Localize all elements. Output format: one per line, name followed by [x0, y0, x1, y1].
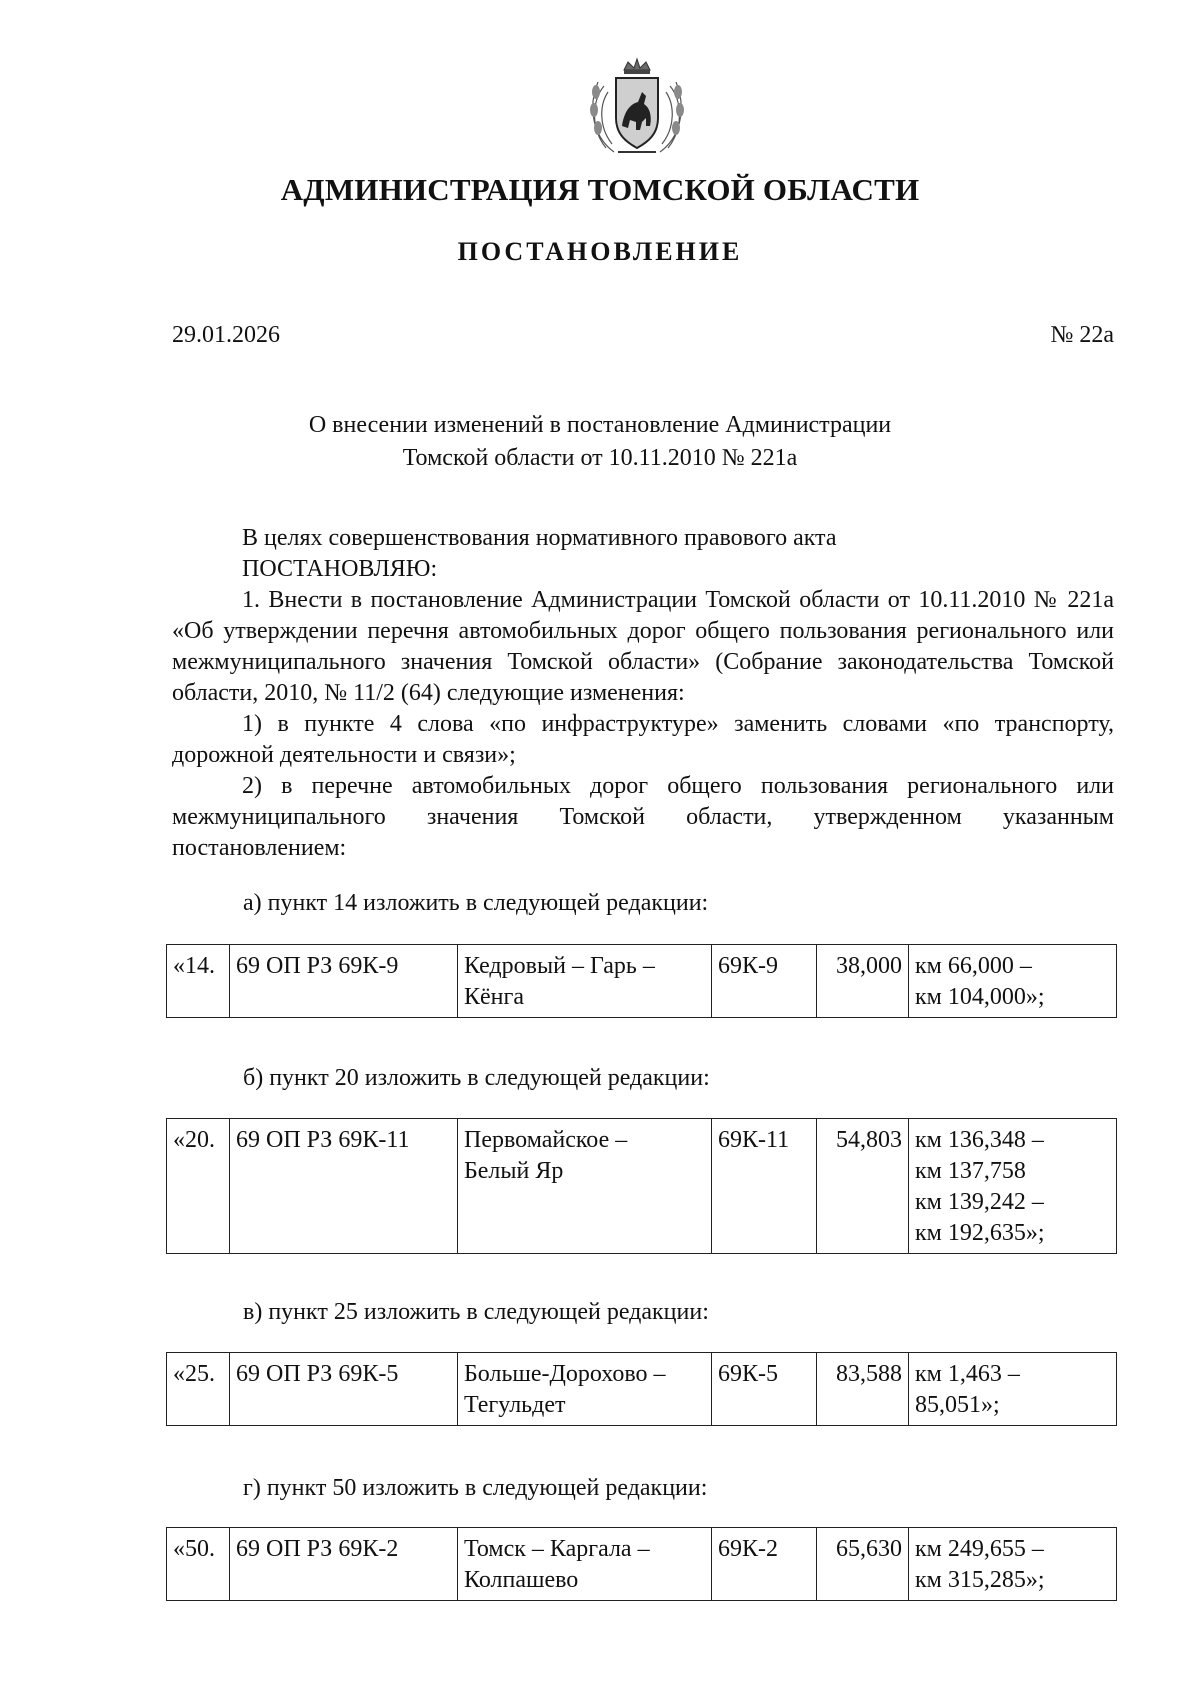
road-code: 69К-5: [712, 1353, 817, 1426]
road-table: [166, 1118, 1117, 1254]
road-length: 38,000: [817, 945, 909, 1018]
document-subject: [0, 409, 1200, 475]
road-name-line: Первомайское –: [464, 1127, 628, 1153]
subject-line: Томской области от 10.11.2010 № 221а: [402, 445, 798, 471]
road-name-line: Кёнга: [464, 984, 524, 1010]
section-line: км 139,242 –: [915, 1189, 1044, 1215]
road-code: 69К-9: [712, 945, 817, 1018]
road-name: [458, 1119, 712, 1254]
road-name-line: Больше-Дорохово –: [464, 1361, 666, 1387]
road-table: [166, 1527, 1117, 1601]
table-row: [167, 945, 1117, 1018]
road-length: 54,803: [817, 1119, 909, 1254]
road-section: [909, 945, 1117, 1018]
road-code: 69К-2: [712, 1528, 817, 1601]
road-section: [909, 1353, 1117, 1426]
road-length: 65,630: [817, 1528, 909, 1601]
section-line: км 1,463 –: [915, 1361, 1020, 1387]
section-line: км 249,655 –: [915, 1536, 1044, 1562]
road-table: [166, 944, 1117, 1018]
section-line: км 66,000 –: [915, 953, 1032, 979]
paragraph-3: 2) в перечне автомобильных дорог общего пользования регионального или межмуниципального значения Томской области, утвержденном указанным постановлением:: [172, 773, 1114, 861]
document-body: [172, 523, 1114, 864]
road-section: [909, 1528, 1117, 1601]
road-name: [458, 1528, 712, 1601]
section-line: км 136,348 –: [915, 1127, 1044, 1153]
paragraph-2: 1) в пункте 4 слова «по инфраструктуре» заменить словами «по транспорту, дорожной деятельности и связи»;: [172, 711, 1114, 768]
road-table: [166, 1352, 1117, 1426]
road-name: [458, 945, 712, 1018]
item-number: «20.: [167, 1119, 230, 1254]
decree-word: ПОСТАНОВЛЯЮ:: [242, 556, 438, 582]
section-line: 85,051»;: [915, 1392, 1000, 1418]
road-code: 69К-11: [712, 1119, 817, 1254]
road-name: [458, 1353, 712, 1426]
road-name-line: Кедровый – Гарь –: [464, 953, 655, 979]
paragraph-1: 1. Внести в постановление Администрации Томской области от 10.11.2010 № 221а «Об утверждении перечня автомобильных дорог общего пользования регионального или межмуниципального значения Томской области» (Собрание законодательства Томской области, 2010, № 11/2 (64) следующие изменения:: [172, 587, 1114, 706]
amendment-label: г) пункт 50 изложить в следующей редакции:: [243, 1475, 708, 1501]
section-line: км 192,635»;: [915, 1220, 1045, 1246]
road-section: [909, 1119, 1117, 1254]
amendment-label: б) пункт 20 изложить в следующей редакции:: [243, 1065, 710, 1091]
table-row: [167, 1528, 1117, 1601]
road-id: 69 ОП РЗ 69К-9: [230, 945, 458, 1018]
item-number: «50.: [167, 1528, 230, 1601]
road-length: 83,588: [817, 1353, 909, 1426]
amendment-label: в) пункт 25 изложить в следующей редакции:: [243, 1299, 709, 1325]
road-name-line: Томск – Каргала –: [464, 1536, 650, 1562]
section-line: км 104,000»;: [915, 984, 1045, 1010]
table-row: [167, 1119, 1117, 1254]
amendment-label: а) пункт 14 изложить в следующей редакции:: [243, 890, 709, 916]
document-date: 29.01.2026: [172, 322, 280, 348]
item-number: «25.: [167, 1353, 230, 1426]
road-name-line: Колпашево: [464, 1567, 579, 1593]
road-id: 69 ОП РЗ 69К-5: [230, 1353, 458, 1426]
section-line: км 315,285»;: [915, 1567, 1045, 1593]
intro-paragraph: В целях совершенствования нормативного правового акта: [242, 525, 837, 551]
road-name-line: Белый Яр: [464, 1158, 564, 1184]
subject-line: О внесении изменений в постановление Администрации: [308, 412, 892, 438]
road-id: 69 ОП РЗ 69К-2: [230, 1528, 458, 1601]
organization-title: АДМИНИСТРАЦИЯ ТОМСКОЙ ОБЛАСТИ: [280, 172, 920, 207]
road-name-line: Тегульдет: [464, 1392, 566, 1418]
document-type: ПОСТАНОВЛЕНИЕ: [457, 237, 743, 266]
table-row: [167, 1353, 1117, 1426]
road-id: 69 ОП РЗ 69К-11: [230, 1119, 458, 1254]
section-line: км 137,758: [915, 1158, 1026, 1184]
document-number: № 22а: [1050, 322, 1114, 348]
coat-of-arms-icon: [584, 56, 690, 160]
item-number: «14.: [167, 945, 230, 1018]
